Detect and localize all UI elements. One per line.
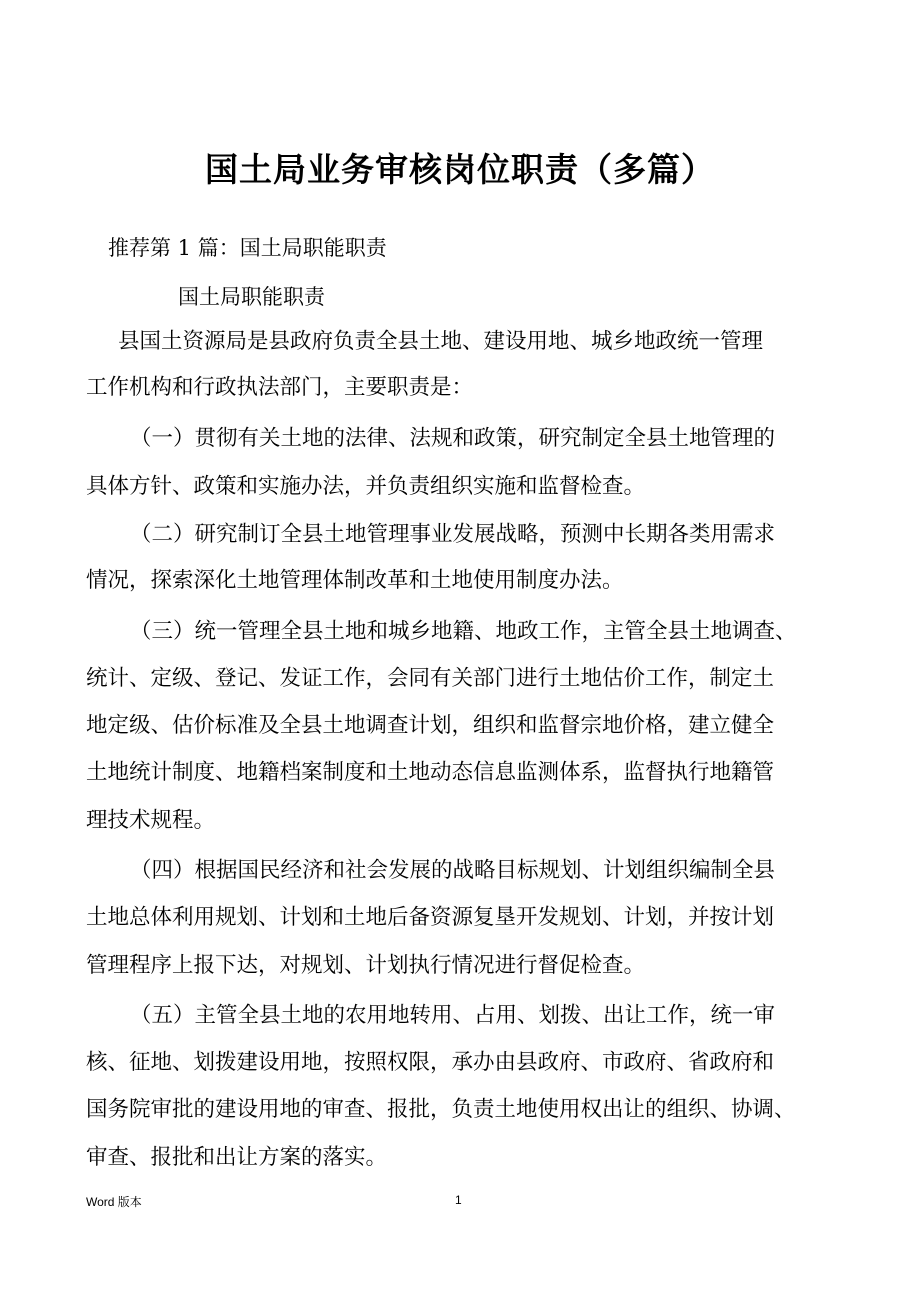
body-line: 统计、定级、登记、发证工作，会同有关部门进行土地估价工作，制定土 xyxy=(86,666,775,691)
body-line: （五）主管全县土地的农用地转用、占用、划拨、出让工作，统一审 xyxy=(130,1003,776,1028)
section-title: 国土局职能职责 xyxy=(178,285,325,309)
body-line: 情况，探索深化土地管理体制改革和土地使用制度办法。 xyxy=(86,568,624,593)
body-line: 具体方针、政策和实施办法，并负责组织实施和监督检查。 xyxy=(86,474,646,499)
footer-page-number: 1 xyxy=(455,1193,462,1207)
body-line: 审查、报批和出让方案的落实。 xyxy=(86,1145,388,1170)
document-title: 国土局业务审核岗位职责（多篇） xyxy=(205,150,715,189)
body-line: 县国土资源局是县政府负责全县土地、建设用地、城乡地政统一管理 xyxy=(118,329,764,354)
body-line: 工作机构和行政执法部门，主要职责是： xyxy=(86,375,474,400)
body-line: 理技术规程。 xyxy=(86,808,216,833)
body-line: 管理程序上报下达，对规划、计划执行情况进行督促检查。 xyxy=(86,953,646,978)
recommend-heading: 推荐第 1 篇：国土局职能职责 xyxy=(108,236,387,260)
body-line: 土地统计制度、地籍档案制度和土地动态信息监测体系，监督执行地籍管 xyxy=(86,760,775,785)
body-line: 土地总体利用规划、计划和土地后备资源复垦开发规划、计划，并按计划 xyxy=(86,905,775,930)
body-line: （二）研究制订全县土地管理事业发展战略，预测中长期各类用需求 xyxy=(130,522,776,547)
body-line: （一）贯彻有关土地的法律、法规和政策，研究制定全县土地管理的 xyxy=(130,426,776,451)
body-line: （四）根据国民经济和社会发展的战略目标规划、计划组织编制全县 xyxy=(130,858,776,883)
body-line: 地定级、估价标准及全县土地调查计划，组织和监督宗地价格，建立健全 xyxy=(86,713,775,738)
body-line: （三）统一管理全县土地和城乡地籍、地政工作，主管全县土地调查、 xyxy=(130,619,797,644)
footer-version-label: Word 版本 xyxy=(86,1195,142,1209)
body-line: 核、征地、划拨建设用地，按照权限，承办由县政府、市政府、省政府和 xyxy=(86,1050,775,1075)
body-line: 国务院审批的建设用地的审查、报批，负责土地使用权出让的组织、协调、 xyxy=(86,1097,796,1122)
